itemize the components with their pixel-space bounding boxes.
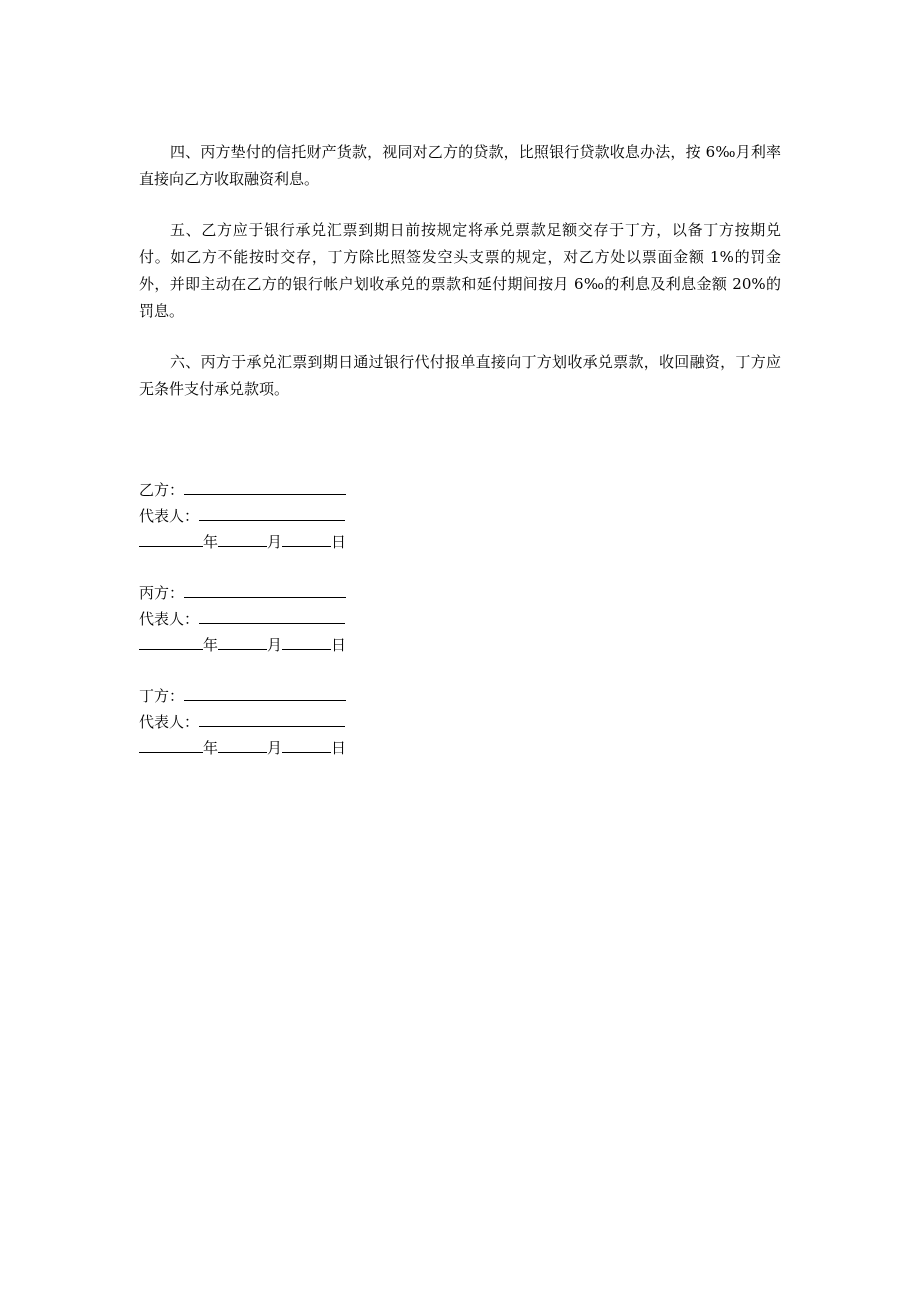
clause-four: 四、丙方垫付的信托财产货款，视同对乙方的贷款，比照银行贷款收息办法，按 6‰月利率直接向乙方收取融资利息。 bbox=[139, 143, 781, 188]
month-blank bbox=[218, 532, 267, 547]
year-label: 年 bbox=[203, 636, 219, 654]
representative-label: 代表人： bbox=[139, 507, 200, 525]
party-blank bbox=[184, 583, 346, 598]
party-line bbox=[139, 477, 399, 503]
party-blank bbox=[184, 480, 346, 495]
party-label: 乙方： bbox=[139, 481, 185, 499]
representative-blank bbox=[199, 609, 345, 624]
clause-six: 六、丙方于承兑汇票到期日通过银行代付报单直接向丁方划收承兑票款，收回融资，丁方应无条件支付承兑款项。 bbox=[139, 353, 781, 398]
party-line bbox=[139, 580, 399, 606]
year-label: 年 bbox=[203, 739, 219, 757]
year-label: 年 bbox=[203, 533, 219, 551]
party-label: 丁方： bbox=[139, 687, 185, 705]
month-label: 月 bbox=[267, 739, 283, 757]
date-line bbox=[139, 529, 399, 555]
month-label: 月 bbox=[267, 636, 283, 654]
representative-line bbox=[139, 709, 399, 735]
party-label: 丙方： bbox=[139, 584, 185, 602]
clause-five: 五、乙方应于银行承兑汇票到期日前按规定将承兑票款足额交存于丁方，以备丁方按期兑付。如乙方不能按时交存，丁方除比照签发空头支票的规定，对乙方处以票面金额 1%的罚金外，并即主动在乙方的银行帐户划收承兑的票款和延付期间按月 6‰的利息及利息金额 20%的罚息。 bbox=[139, 221, 781, 320]
month-label: 月 bbox=[267, 533, 283, 551]
representative-blank bbox=[199, 712, 345, 727]
representative-label: 代表人： bbox=[139, 610, 200, 628]
date-line bbox=[139, 632, 399, 658]
representative-label: 代表人： bbox=[139, 713, 200, 731]
representative-blank bbox=[199, 506, 345, 521]
day-label: 日 bbox=[331, 739, 347, 757]
month-blank bbox=[218, 635, 267, 650]
year-blank bbox=[139, 738, 203, 753]
day-blank bbox=[282, 635, 331, 650]
party-line bbox=[139, 683, 399, 709]
signature-block-ding bbox=[139, 683, 399, 761]
signature-block-yi bbox=[139, 477, 399, 555]
representative-line bbox=[139, 606, 399, 632]
month-blank bbox=[218, 738, 267, 753]
contract-clauses bbox=[139, 139, 781, 427]
date-line bbox=[139, 735, 399, 761]
year-blank bbox=[139, 532, 203, 547]
party-blank bbox=[184, 686, 346, 701]
day-blank bbox=[282, 738, 331, 753]
day-blank bbox=[282, 532, 331, 547]
year-blank bbox=[139, 635, 203, 650]
signature-block-bing bbox=[139, 580, 399, 658]
representative-line bbox=[139, 503, 399, 529]
day-label: 日 bbox=[331, 636, 347, 654]
day-label: 日 bbox=[331, 533, 347, 551]
